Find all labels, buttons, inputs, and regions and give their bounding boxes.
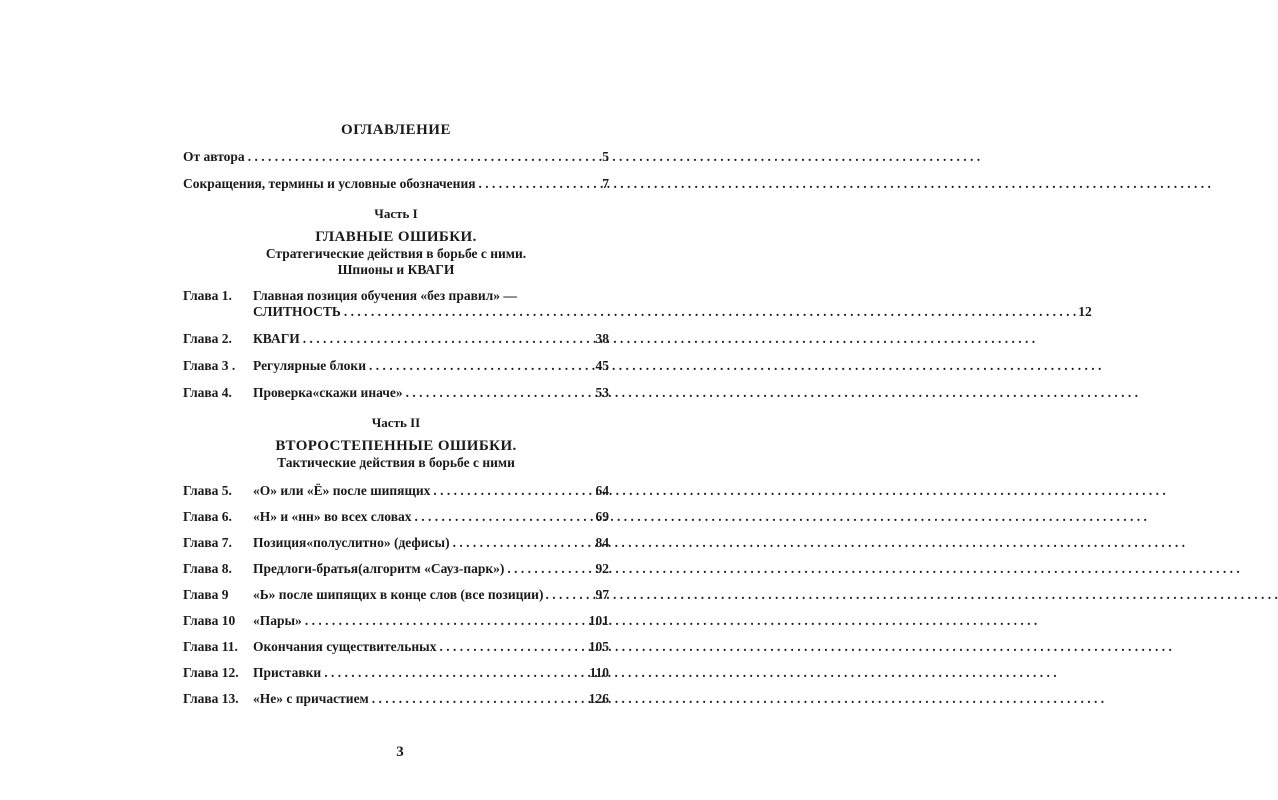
- dot-leader: [305, 613, 587, 629]
- dot-leader: [415, 509, 594, 525]
- toc-entry-abbreviations[interactable]: [183, 176, 609, 192]
- part-2-title: ВТОРОСТЕПЕННЫЕ ОШИБКИ.: [275, 438, 517, 454]
- entry-page: 7: [602, 176, 609, 191]
- toc-entry-chapter-12[interactable]: [183, 665, 609, 681]
- entry-title: «Пары»: [253, 613, 302, 628]
- entry-title: «Ь» после шипящих в конце слов (все позиции): [253, 587, 544, 602]
- entry-page: 84: [595, 535, 609, 550]
- toc-entry-chapter-6[interactable]: [183, 509, 609, 525]
- part-1-title: ГЛАВНЫЕ ОШИБКИ.: [315, 229, 477, 245]
- chapter-label: Глава 3 .: [183, 358, 236, 373]
- entry-page: 53: [595, 385, 609, 400]
- entry-title-line1: Главная позиция обучения «без правил» —: [253, 288, 517, 303]
- dot-leader: [248, 149, 601, 165]
- chapter-label: Глава 7.: [183, 535, 232, 550]
- toc-entry-chapter-3[interactable]: [183, 358, 609, 374]
- toc-entry-chapter-7[interactable]: [183, 535, 609, 551]
- toc-entry-chapter-2[interactable]: [183, 331, 609, 347]
- chapter-label: Глава 1.: [183, 288, 232, 303]
- part-1-label: Часть I: [374, 206, 418, 221]
- entry-page: 69: [595, 509, 609, 524]
- toc-entry-chapter-11[interactable]: [183, 639, 609, 655]
- part-1-subtitle-line2: Шпионы и КВАГИ: [337, 262, 455, 277]
- table-of-contents: [183, 120, 1092, 707]
- part-2-chapter-list: [183, 483, 609, 707]
- chapter-label: Глава 10: [183, 613, 236, 628]
- toc-entry-chapter-4[interactable]: [183, 385, 609, 401]
- entry-page: 92: [595, 561, 609, 576]
- entry-title: От автора: [183, 149, 245, 164]
- page-number: 3: [396, 744, 404, 760]
- chapter-label: Глава 2.: [183, 331, 232, 346]
- chapter-label: Глава 4.: [183, 385, 232, 400]
- entry-title: «Н» и «нн» во всех словах: [253, 509, 412, 524]
- dot-leader: [303, 331, 594, 347]
- toc-title: ОГЛАВЛЕНИЕ: [341, 122, 451, 138]
- entry-page: 38: [595, 331, 609, 346]
- dot-leader: [344, 304, 1076, 320]
- entry-page: 12: [1078, 304, 1092, 319]
- entry-page: 97: [595, 587, 609, 602]
- dot-leader: [439, 639, 586, 655]
- dot-leader: [507, 561, 593, 577]
- toc-entry-chapter-13[interactable]: [183, 691, 609, 707]
- entry-title: Предлоги-братья(алгоритм «Сауз-парк»): [253, 561, 505, 576]
- toc-entry-chapter-10[interactable]: [183, 613, 609, 629]
- part-1-subtitle-line1: Стратегические действия в борьбе с ними.: [265, 246, 527, 261]
- dot-leader: [324, 665, 587, 681]
- chapter-label: Глава 13.: [183, 691, 239, 706]
- dot-leader: [545, 587, 593, 603]
- part-2-subtitle-line1: Тактические действия в борьбе с ними: [277, 455, 515, 470]
- chapter-label: Глава 12.: [183, 665, 239, 680]
- part-2-label: Часть II: [371, 415, 421, 430]
- chapter-label: Глава 9: [183, 587, 229, 602]
- chapter-label: Глава 8.: [183, 561, 232, 576]
- dot-leader: [369, 358, 594, 374]
- entry-title-line2: СЛИТНОСТЬ: [253, 304, 341, 319]
- toc-entry-from-author[interactable]: [183, 149, 609, 165]
- chapter-label: Глава 5.: [183, 483, 232, 498]
- toc-entry-chapter-1[interactable]: [183, 288, 1092, 320]
- toc-entry-chapter-9[interactable]: [183, 587, 609, 603]
- dot-leader: [406, 385, 594, 401]
- toc-entry-chapter-5[interactable]: [183, 483, 609, 499]
- entry-page: 64: [595, 483, 609, 498]
- entry-page: 45: [595, 358, 609, 373]
- chapter-label: Глава 11.: [183, 639, 238, 654]
- chapter-label: Глава 6.: [183, 509, 232, 524]
- entry-title: Регулярные блоки: [253, 358, 366, 373]
- entry-title: «Не» с причастием: [253, 691, 369, 706]
- dot-leader: [372, 691, 587, 707]
- entry-title: Сокращения, термины и условные обозначения: [183, 176, 476, 191]
- entry-title: КВАГИ: [253, 331, 300, 346]
- entry-page: 105: [588, 639, 609, 654]
- entry-title: Окончания существительных: [253, 639, 437, 654]
- dot-leader: [433, 483, 593, 499]
- entry-page: 5: [602, 149, 609, 164]
- toc-entry-chapter-8[interactable]: [183, 561, 609, 577]
- entry-title: Позиция«полуслитно» (дефисы): [253, 535, 450, 550]
- dot-leader: [479, 176, 601, 192]
- entry-page: 110: [589, 665, 609, 680]
- entry-title: Проверка«скажи иначе»: [253, 385, 403, 400]
- entry-page: 101: [588, 613, 609, 628]
- dot-leader: [453, 535, 594, 551]
- entry-title: «О» или «Ё» после шипящих: [253, 483, 431, 498]
- entry-title: Приставки: [253, 665, 322, 680]
- entry-page: 126: [588, 691, 609, 706]
